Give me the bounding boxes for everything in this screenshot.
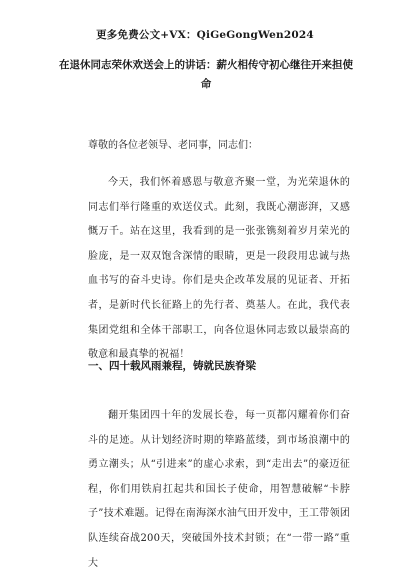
salutation: 尊敬的各位老领导、老同事，同志们：: [88, 140, 258, 151]
section-heading: 一、四十载风雨兼程，铸就民族脊梁: [88, 360, 256, 372]
paragraph-text: 翻开集团四十年的发展长卷，每一页都闪耀着你们奋斗的足迹。从计划经济时期的筚路蓝缕，到市场浪潮中的勇立潮头；从“引进来”的虚心求索，到“走出去”的豪迈征程，你们用铁肩扛起共和国长子使命，用智慧破解“卡脖子”技术难题。记得在南海深水油气田开发中，王工带领团队连续奋战200天，突破国外技术封锁；在“一带一路”重大: [88, 410, 350, 569]
section-paragraph: [88, 404, 350, 576]
paragraph-text: 今天，我们怀着感恩与敬意齐聚一堂，为光荣退休的同志们举行隆重的欢送仪式。此刻，我既心潮澎湃，又感慨万千。站在这里，我看到的是一张张镌刻着岁月荣光的脸庞，是一双双饱含深情的眼睛，更是一段段用忠诚与热血书写的奋斗史诗。你们是央企改革发展的见证者、开拓者，是新时代长征路上的先行者、奠基人。在此，我代表集团党组和全体干部职工，向各位退休同志致以最崇高的敬意和最真挚的祝福！: [88, 177, 350, 361]
opening-paragraph: [88, 171, 350, 368]
promo-banner: 更多免费公文+VX：QiGeGongWen2024: [96, 29, 314, 41]
document-title: 在退休同志荣休欢送会上的讲话：薪火相传守初心继往开来担使命: [59, 59, 353, 90]
